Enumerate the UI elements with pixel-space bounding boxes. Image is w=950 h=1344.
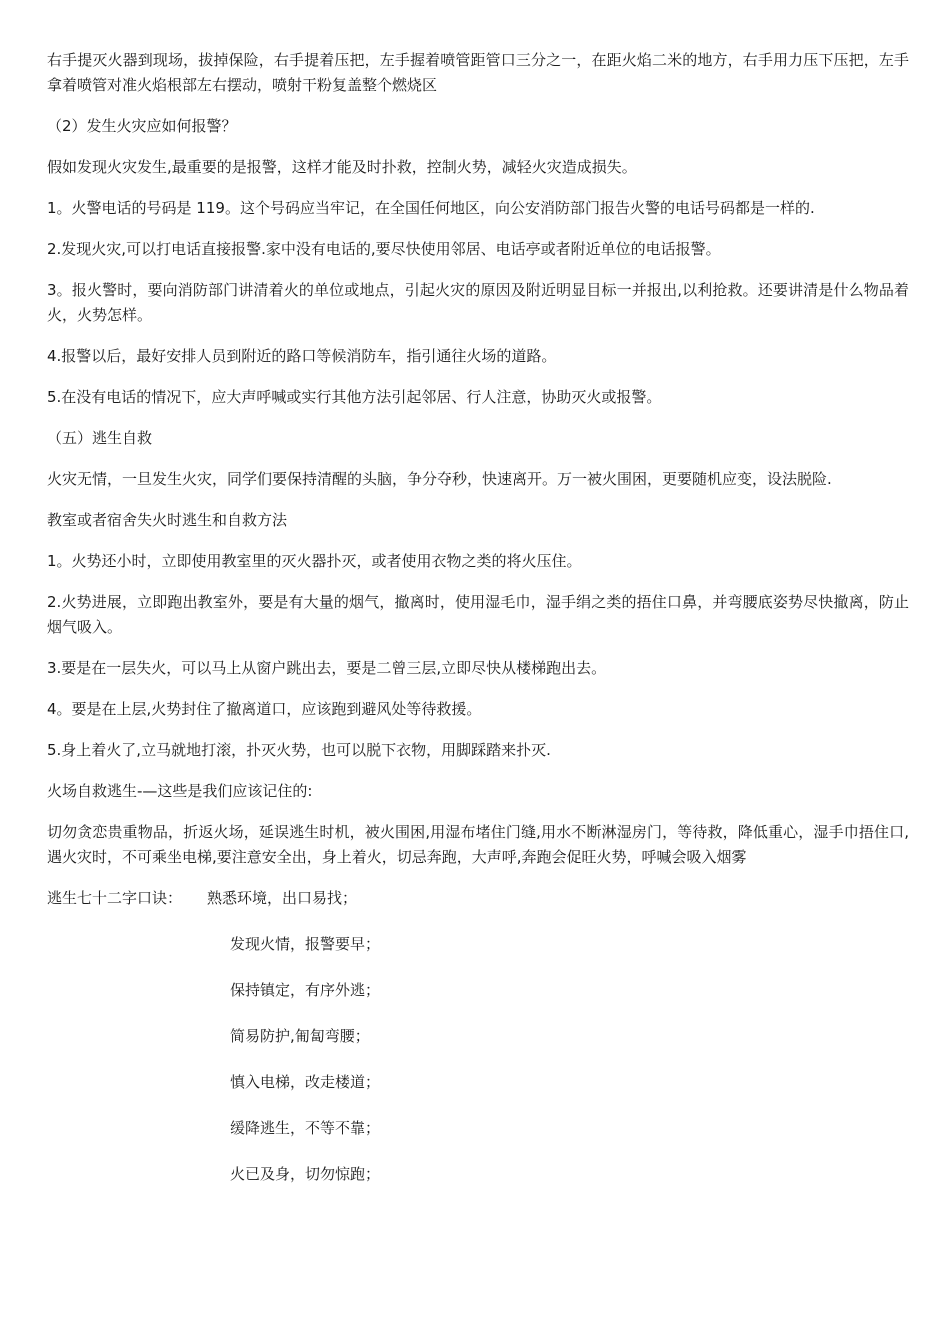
- heading-how-to-report-fire: （2）发生火灾应如何报警？: [47, 117, 237, 135]
- paragraph-classroom-step-3: 3.要是在一层失火，可以马上从窗户跳出去，要是二曾三层,立即尽快从楼梯跑出去。: [47, 659, 607, 677]
- verse-line: 缓降逃生，不等不靠；: [230, 1119, 381, 1137]
- verse-line: 保持镇定，有序外逃；: [230, 981, 381, 999]
- document-page: [47, 48, 909, 1208]
- verse-label: 逃生七十二字口诀：: [47, 889, 183, 907]
- paragraph-classroom-step-1: 1。火势还小时，立即使用教室里的灭火器扑灭，或者使用衣物之类的将火压住。: [47, 552, 582, 570]
- paragraph-report-step-3: 3。报火警时，要向消防部门讲清着火的单位或地点，引起火灾的原因及附近明显目标一并报出,以利抢救。还要讲清是什么物品着火，火势怎样。: [47, 281, 909, 324]
- heading-escape-self-rescue: （五）逃生自救: [47, 429, 153, 447]
- paragraph-report-step-5: 5.在没有电话的情况下，应大声呼喊或实行其他方法引起邻居、行人注意，协助灭火或报警。: [47, 388, 662, 406]
- paragraph-escape-intro: 火灾无情，一旦发生火灾，同学们要保持清醒的头脑，争分夺秒，快速离开。万一被火围困，更要随机应变，设法脱险.: [47, 470, 832, 488]
- heading-classroom-fire-methods: 教室或者宿舍失火时逃生和自救方法: [47, 511, 288, 529]
- paragraph-classroom-step-2: 2.火势进展，立即跑出教室外，要是有大量的烟气，撤离时，使用湿毛巾，湿手绢之类的捂住口鼻，并弯腰底姿势尽快撤离，防止烟气吸入。: [47, 593, 909, 636]
- verse-line: 发现火情，报警要早；: [230, 935, 381, 953]
- verse-line: 火已及身，切勿惊跑；: [230, 1165, 381, 1183]
- paragraph-fire-escape-tips: 切勿贪恋贵重物品，折返火场，延误逃生时机，被火围困,用湿布堵住门缝,用水不断淋湿房门，等待救，降低重心，湿手巾捂住口,遇火灾时，不可乘坐电梯,要注意安全出，身上着火，切忌奔跑，大声呼,奔跑会促旺火势，呼喊会吸入烟雾: [47, 823, 909, 866]
- paragraph-report-step-2: 2.发现火灾,可以打电话直接报警.家中没有电话的,要尽快使用邻居、电话亭或者附近单位的电话报警。: [47, 240, 721, 258]
- paragraph-report-importance: 假如发现火灾发生,最重要的是报警，这样才能及时扑救，控制火势，减轻火灾造成损失。: [47, 158, 637, 176]
- heading-fire-escape-tips: 火场自救逃生-—这些是我们应该记住的:: [47, 782, 313, 800]
- verse-line: 熟悉环境，出口易找；: [207, 889, 358, 907]
- paragraph-report-step-4: 4.报警以后，最好安排人员到附近的路口等候消防车，指引通往火场的道路。: [47, 347, 557, 365]
- verse-first-row: [47, 886, 909, 911]
- paragraph-classroom-step-4: 4。要是在上层,火势封住了撤离道口，应该跑到避风处等待救援。: [47, 700, 482, 718]
- verse-line: 简易防护,匍匐弯腰；: [230, 1027, 370, 1045]
- paragraph-extinguisher-usage: 右手提灭火器到现场，拔掉保险，右手提着压把，左手握着喷管距管口三分之一，在距火焰二米的地方，右手用力压下压把，左手拿着喷管对准火焰根部左右摆动，喷射干粉复盖整个燃烧区: [47, 51, 909, 94]
- paragraph-report-step-1: 1。火警电话的号码是 119。这个号码应当牢记，在全国任何地区，向公安消防部门报告火警的电话号码都是一样的.: [47, 199, 815, 217]
- verse-line: 慎入电梯，改走楼道；: [230, 1073, 381, 1091]
- paragraph-classroom-step-5: 5.身上着火了,立马就地打滚，扑灭火势，也可以脱下衣物，用脚踩踏来扑灭.: [47, 741, 551, 759]
